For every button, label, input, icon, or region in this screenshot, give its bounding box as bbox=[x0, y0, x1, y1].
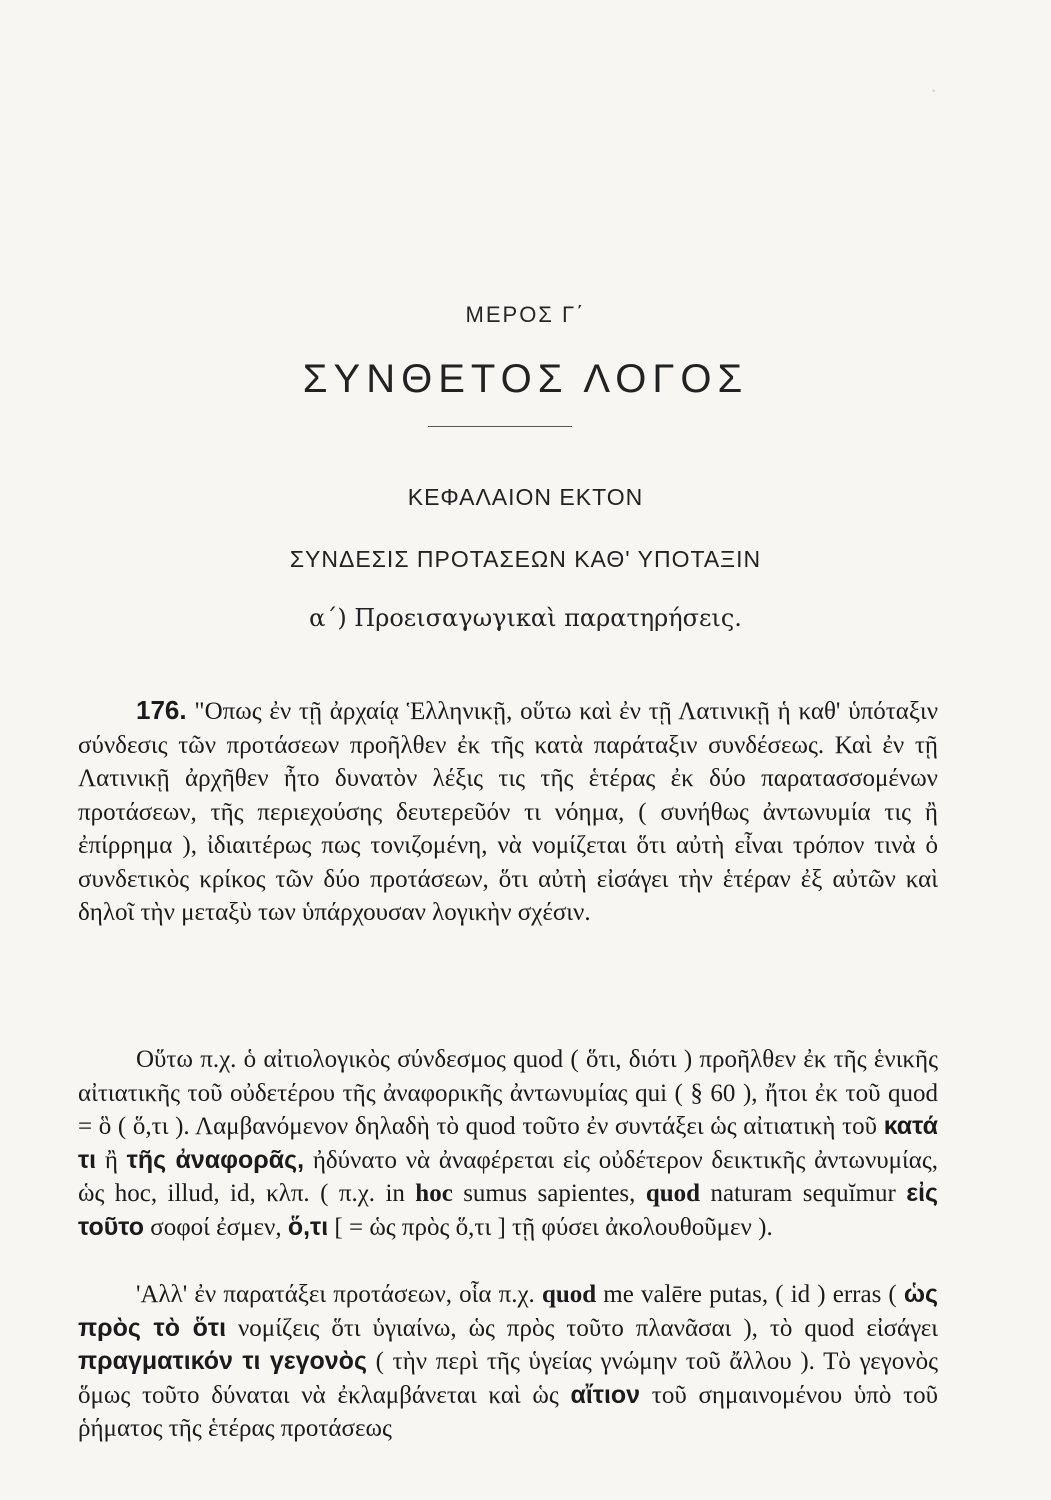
text-run: me valēre putas, ( id ) erras ( bbox=[603, 1281, 897, 1308]
bold-latin: hoc bbox=[415, 1180, 453, 1207]
text-run: [ = ὡς πρὸς ὅ,τι ] τῇ φύσει ἀκολουθοῦμεν ). bbox=[334, 1213, 773, 1241]
paragraph-176 bbox=[78, 694, 938, 930]
bold-latin: quod bbox=[645, 1180, 701, 1207]
text-run: ἢ bbox=[104, 1146, 118, 1174]
paragraph-parataxis bbox=[78, 1278, 938, 1446]
text-run: τοῦ σημαινομένου ὑπὸ τοῦ ῥήματος τῆς ἑτέρας προτάσεως bbox=[78, 1381, 939, 1442]
text-run: σοφοί ἐσμεν, bbox=[150, 1213, 282, 1241]
subsection-title: α΄) Προεισαγωγικαὶ παρατηρήσεις. bbox=[309, 604, 742, 632]
text-run: naturam sequĭmur bbox=[710, 1180, 896, 1207]
show-through-mark: · bbox=[930, 78, 938, 103]
text-run: 'Αλλ' ἐν παρατάξει προτάσεων, οἷα π.χ. bbox=[136, 1281, 535, 1308]
paragraph-number: 176. bbox=[136, 695, 187, 725]
title-divider bbox=[428, 426, 572, 427]
chapter-label: ΚΕΦΑΛΑΙΟΝ ΕΚΤΟΝ bbox=[407, 484, 644, 510]
bold-phrase: ὡς πρὸς τὸ ὅτι bbox=[78, 1280, 939, 1342]
text-run: Οὕτω π.χ. ὁ αἰτιολογικὸς σύνδεσμος quod ( ὅτι, διότι ) προῆλθεν ἐκ τῆς ἑνικῆς αἰτιατικῆς τοῦ οὐδετέρου τῆς ἀναφορικῆς ἀντωνυμίας qui ( § 60 ), ἤτοι ἐκ τοῦ quod = ὃ ( ὅ,τι ). Λαμβανόμενον δηλαδὴ τὸ quod τοῦτο ἐν συντάξει ὡς αἰτιατικὴ τοῦ bbox=[78, 1046, 938, 1140]
paragraph-quod-example bbox=[78, 1043, 938, 1244]
section-title: ΣΥΝΔΕΣΙΣ ΠΡΟΤΑΣΕΩΝ ΚΑΘ' ΥΠΟΤΑΞΙΝ bbox=[289, 546, 762, 572]
bold-phrase: αἴτιον bbox=[570, 1380, 641, 1409]
text-run: sumus sapientes, bbox=[463, 1180, 636, 1207]
bold-phrase: εἰς τοῦτο bbox=[78, 1179, 939, 1241]
bold-phrase: τῆς ἀναφορᾶς, bbox=[126, 1145, 305, 1174]
text-run: ἠδύνατο νὰ ἀναφέρεται εἰς οὐδέτερον δεικτικῆς ἀντωνυμίας, ὡς hoc, illud, id, κλπ. ( π.χ. in bbox=[78, 1146, 939, 1207]
part-label: ΜΕΡΟΣ Γ΄ bbox=[465, 302, 586, 327]
text-run: νομίζεις ὅτι ὑγιαίνω, ὡς πρὸς τοῦτο πλανᾶσαι ), τὸ quod εἰσάγει bbox=[238, 1314, 938, 1342]
bold-phrase: πραγματικόν τι γεγονὸς bbox=[78, 1347, 367, 1375]
bold-phrase: κατά τι bbox=[78, 1112, 938, 1174]
text-run: ( τὴν περὶ τῆς ὑγείας γνώμην τοῦ ἄλλου ). Τὸ γεγονὸς ὅμως τοῦτο δύναται νὰ ἐκλαμβάνεται καὶ ὡς bbox=[78, 1348, 938, 1409]
paragraph-text: "Οπως ἐν τῇ ἀρχαίᾳ Ἑλληνικῇ, οὕτω καὶ ἐν τῇ Λατινικῇ ἡ καθ' ὑπόταξιν σύνδεσις τῶν προτάσεων προῆλθεν ἐκ τῆς κατὰ παράταξιν συνδέσεως. Καὶ ἐν τῇ Λατινικῇ ἀρχῆθεν ἦτο δυνατὸν λέξις τις τῆς ἑτέρας ἐκ δύο παρατασσομένων προτάσεων, τῆς περιεχούσης δευτερεῦόν τι νόημα, ( συνήθως ἀντωνυμία τις ἢ ἐπίρρημα ), ἰδιαιτέρως πως τονιζομένη, νὰ νομίζεται ὅτι αὐτὴ εἶναι τρόπον τινὰ ὁ συνδετικὸς κρίκος τῶν δύο προτάσεων, ὅτι αὐτὴ εἰσάγει τὴν ἑτέραν ἐξ αὐτῶν καὶ δηλοῖ τὴν μεταξὺ των ὑπάρχουσαν λογικὴν σχέσιν. bbox=[78, 698, 939, 926]
bold-phrase: ὅ,τι bbox=[287, 1212, 329, 1241]
book-title: ΣΥΝΘΕΤΟΣ ΛΟΓΟΣ bbox=[302, 357, 749, 401]
bold-latin: quod bbox=[541, 1281, 597, 1308]
